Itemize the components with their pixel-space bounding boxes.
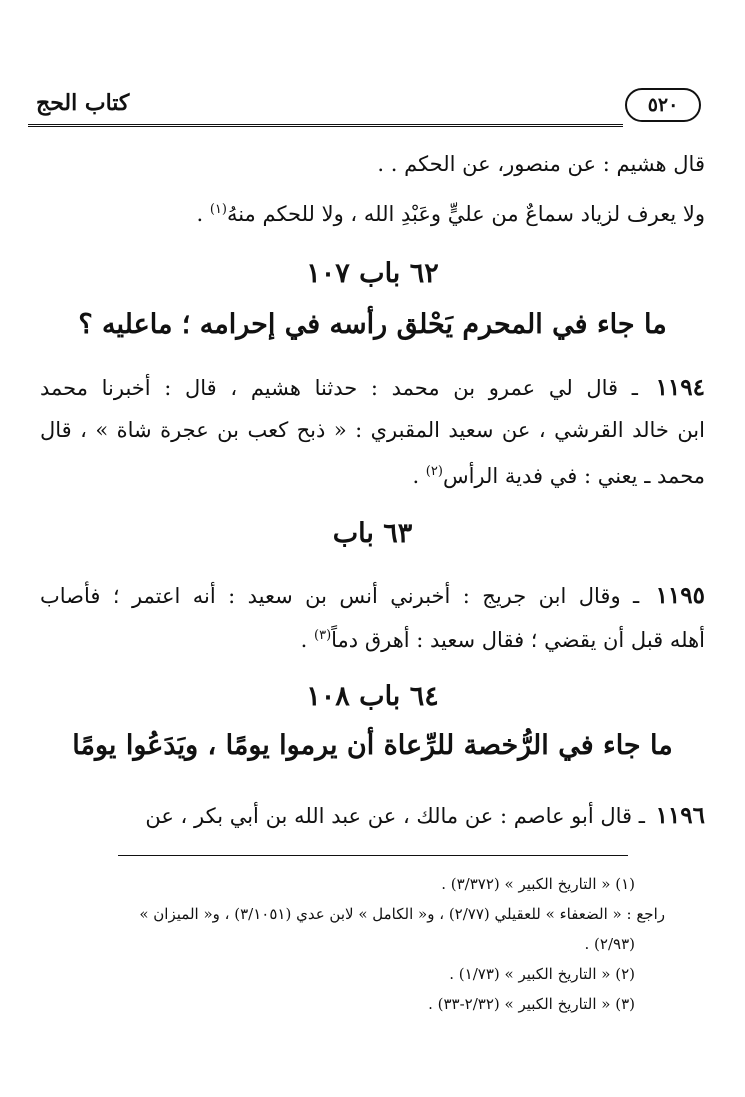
footnote-1-detail: راجع : « الضعفاء » للعقيلي (٢/٧٧) ، و« الكامل » لابن عدي (٣/١٠٥١) ، و« الميزان » [139,905,665,923]
chapter-62-subtitle: ما جاء في المحرم يَحْلق رأسه في إحرامه ؛ ماعليه ؟ [78,309,667,340]
chapter-64-subtitle: ما جاء في الرُّخصة للرِّعاة أن يرموا يومًا ، ويَدَعُوا يومًا [72,730,673,761]
hadith-1196-text-1: ـ قال أبو عاصم : عن مالك ، عن عبد الله بن أبي بكر ، عن [145,804,652,828]
hadith-1194-line-1 [40,374,705,402]
page-header [28,82,705,126]
hadith-number-1194: ١١٩٤ [655,374,705,401]
chapter-62-title: ٦٢ باب ١٠٧ [306,258,439,289]
footnote-2: (٢) « التاريخ الكبير » (١/٧٣) . [449,965,635,983]
hadith-1195-line-2 [40,622,705,654]
footnote-3: (٣) « التاريخ الكبير » (٢/٣٢-٣٣) . [428,995,635,1013]
hadith-1195-end: . [300,628,314,652]
footnote-ref-1: (١) [209,202,227,217]
page-number: ٥٢٠ [625,88,701,122]
text-line-2-end: . [196,202,210,226]
hadith-1194-text-1: ـ قال لي عمرو بن محمد : حدثنا هشيم ، قال : أخبرنا محمد [40,376,652,400]
text-line-2-body: ولا يعرف لزياد سماعٌ من عليٍّ وعَبْدِ الله ، ولا للحكم منهُ [226,202,705,226]
chapter-63-title: ٦٣ باب [332,518,413,549]
hadith-1196-line-1 [40,802,705,830]
header-rule [28,124,623,127]
hadith-number-1195: ١١٩٥ [655,582,705,609]
hadith-1194-line-3 [40,458,705,490]
hadith-1194-text-3: محمد ـ يعني : في فدية الرأس [442,464,705,488]
chapter-64-title: ٦٤ باب ١٠٨ [306,681,439,712]
hadith-1194-end: . [412,464,426,488]
footnote-ref-3: (٣) [314,628,332,643]
text-line-2 [40,196,705,228]
hadith-1195-text-1: ـ وقال ابن جريج : أخبرني أنس بن سعيد : أنه اعتمر ؛ فأصاب [40,584,652,608]
hadith-1195-line-1 [40,582,705,610]
book-title: كتاب الحج [36,90,130,116]
footnote-ref-2: (٢) [425,464,443,479]
hadith-number-1196: ١١٩٦ [655,802,705,829]
footnote-1: (١) « التاريخ الكبير » (٣/٣٧٢) . [441,875,635,893]
hadith-1194-line-2: ابن خالد القرشي ، عن سعيد المقبري : « ذبح كعب بن عجرة شاة » ، قال [40,418,705,442]
hadith-1195-text-2: أهله قبل أن يقضي ؛ فقال سعيد : أهرق دماً [331,628,705,652]
text-line-1: قال هشيم : عن منصور، عن الحكم . . [377,152,705,176]
footnote-1-detail-end: (٢/٩٣) . [584,935,635,953]
footnote-separator [118,855,628,856]
